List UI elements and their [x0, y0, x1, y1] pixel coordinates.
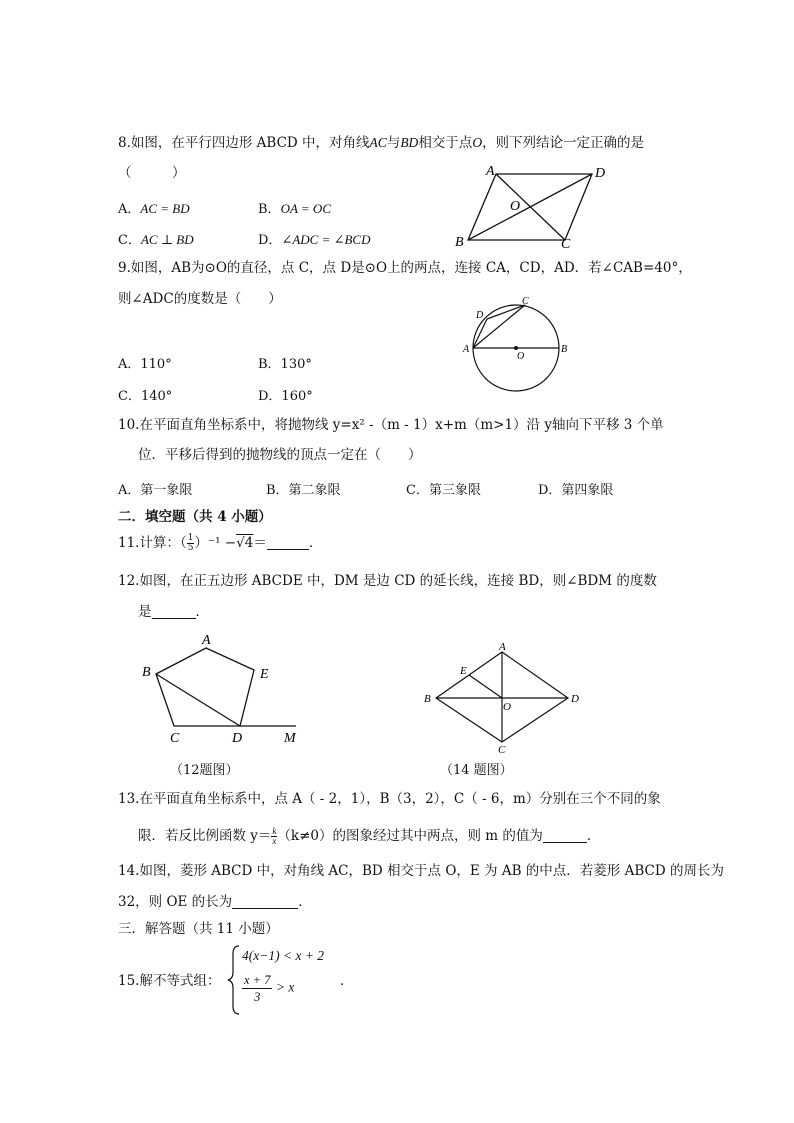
q8-stem-bd: BD: [400, 135, 419, 150]
q14-rhombus-figure: [420, 638, 590, 756]
q8-stem-end: ，则下列结论一定正确的是: [482, 135, 645, 151]
q13-end: ．: [586, 828, 601, 844]
q11-frac-den: 5: [187, 543, 194, 553]
q12-label-c: C: [170, 731, 180, 746]
q8-option-a[interactable]: [118, 198, 190, 217]
q8-label-b: B: [455, 235, 464, 250]
q10-option-c[interactable]: C．第三象限: [406, 483, 481, 498]
q14-end: ．: [298, 894, 312, 910]
q13-stem-line2: [138, 827, 600, 846]
pentagon-abcde: [156, 648, 254, 726]
q9-option-b[interactable]: B．130°: [258, 357, 312, 372]
q12-label-a: A: [202, 633, 211, 648]
q11-stem: [118, 534, 322, 553]
section-solve-heading: 三．解答题（共 11 小题）: [118, 921, 279, 937]
q14-label-o: O: [503, 701, 511, 713]
q15-end: ．: [340, 973, 354, 989]
q8-stem-with: 与: [386, 135, 401, 151]
q9-option-a[interactable]: A．110°: [118, 357, 172, 372]
segment-bd: [156, 674, 240, 726]
q8-label-d: D: [595, 166, 606, 181]
q14-label-e: E: [460, 665, 467, 677]
q8-opt-b-label: B．: [258, 202, 281, 217]
q12-label-e: E: [260, 667, 269, 682]
q13-stem-line1: 13.在平面直角坐标系中，点 A（ - 2，1），B（3，2），C（ - 6，m）分别在三个不同的象: [118, 791, 661, 807]
segment-oe: [469, 675, 502, 698]
q14-label-b: B: [424, 693, 431, 705]
q9-circle-figure: [460, 292, 570, 396]
q8-answer-paren: （ ）: [118, 165, 186, 181]
q8-opt-c-label: C．: [118, 233, 141, 248]
q8-stem-text: 8.如图，在平行四边形 ABCD 中，对角线: [118, 135, 370, 151]
q15-frac: [242, 972, 272, 1005]
q14-stem-line2: [118, 893, 312, 911]
q10-option-a[interactable]: A．第一象限: [118, 483, 193, 498]
q9-label-d: D: [476, 310, 484, 321]
q13-frac-num: k: [272, 826, 277, 836]
q15-frac-num: x + 7: [244, 973, 271, 987]
q8-label-o: O: [510, 199, 521, 214]
q9-label-c: C: [522, 296, 529, 307]
q15-ineq2-rhs: > x: [275, 979, 295, 995]
q11-suffix: ＝: [253, 535, 267, 551]
q8-parallelogram-figure: [450, 160, 615, 252]
q13-answer-blank[interactable]: [543, 828, 587, 843]
q9-label-o: O: [517, 351, 525, 362]
diagonal-bd: [468, 174, 592, 240]
q12-stem-line2: [138, 603, 209, 621]
q8-opt-b-text: OA = OC: [280, 201, 331, 216]
q11-end: ．: [308, 535, 323, 551]
q15-inequality-2: [242, 972, 294, 1005]
q14-line2-text: 32，则 OE 的长为: [118, 894, 233, 910]
q8-option-c[interactable]: [118, 229, 194, 248]
q15-frac-den: 3: [254, 990, 261, 1004]
q14-label-d: D: [571, 693, 579, 705]
q11-prefix: 11.计算：（: [118, 535, 187, 551]
q11-sqrt: √4: [236, 535, 254, 551]
q14-stem-line1: 14.如图，菱形 ABCD 中，对角线 AC，BD 相交于点 O，E 为 AB 的中点．若菱形 ABCD 的周长为: [118, 863, 724, 879]
q9-stem-line2: 则∠ADC的度数是（ ）: [118, 291, 282, 307]
q11-frac-num: 1: [187, 533, 194, 543]
q8-option-d[interactable]: [258, 229, 371, 248]
q9-label-a: A: [463, 344, 470, 355]
q12-label-m: M: [284, 731, 296, 746]
center-point: [514, 346, 518, 350]
q10-stem-line2: 位．平移后得到的抛物线的顶点一定在（ ）: [138, 447, 422, 463]
q8-stem: [118, 134, 644, 152]
q12-label-d: D: [232, 731, 243, 746]
q10-option-b[interactable]: B．第二象限: [266, 483, 341, 498]
q12-label-b: B: [142, 665, 151, 680]
q8-stem-ac: AC: [369, 135, 387, 150]
q12-pentagon-figure: [136, 630, 306, 750]
q13-line2-post: （k≠0）的图象经过其中两点，则 m 的值为: [277, 828, 543, 844]
q10-stem-line1: 10.在平面直角坐标系中，将抛物线 y=x² -（m - 1）x+m（m>1）沿 y轴向下平移 3 个单: [118, 417, 664, 433]
q10-option-d[interactable]: D．第四象限: [538, 483, 614, 498]
q12-figure-caption: （12题图）: [170, 763, 239, 778]
q9-label-b: B: [561, 344, 568, 355]
q8-option-b[interactable]: [258, 198, 331, 217]
q11-answer-blank[interactable]: [267, 535, 309, 550]
q15-prefix: 15.解不等式组：: [118, 973, 221, 989]
q11-mid: ）⁻¹ −: [194, 535, 237, 551]
q8-opt-c-text: AC ⊥ BD: [140, 232, 194, 247]
q14-label-c: C: [498, 744, 506, 756]
q9-stem-line1: 9.如图，AB为⊙O的直径，点 C，点 D是⊙O上的两点，连接 CA，CD，AD．若∠CAB=40°，: [118, 260, 692, 276]
q12-end: ．: [195, 604, 209, 620]
q8-label-a: A: [486, 164, 495, 179]
q9-option-c[interactable]: C．140°: [118, 389, 173, 404]
q8-opt-d-label: D．: [258, 233, 282, 248]
q13-frac-den: x: [272, 836, 277, 846]
q12-stem-line1: 12.如图，在正五边形 ABCDE 中，DM 是边 CD 的延长线，连接 BD，则∠BDM 的度数: [118, 573, 657, 589]
q15-inequality-1: 4(x−1) < x + 2: [242, 948, 325, 963]
q14-figure-caption: （14 题图）: [440, 763, 513, 778]
q8-stem-mid: 相交于点: [418, 135, 473, 151]
q8-stem-o: O: [472, 135, 483, 150]
section-fill-in-heading: 二．填空题（共 4 小题）: [118, 509, 272, 525]
brace-icon: [226, 944, 242, 1016]
q8-opt-d-text: ∠ADC = ∠BCD: [281, 232, 371, 247]
q8-opt-a-label: A．: [118, 202, 141, 217]
q8-label-c: C: [561, 237, 571, 252]
q14-answer-blank[interactable]: [232, 894, 298, 909]
q9-option-d[interactable]: D．160°: [258, 389, 313, 404]
q12-line2-text: 是: [138, 604, 152, 620]
q13-line2-pre: 限．若反比例函数 y＝: [138, 828, 272, 844]
q8-opt-a-text: AC = BD: [140, 201, 190, 216]
q12-answer-blank[interactable]: [152, 604, 196, 619]
q14-label-a: A: [499, 641, 506, 653]
